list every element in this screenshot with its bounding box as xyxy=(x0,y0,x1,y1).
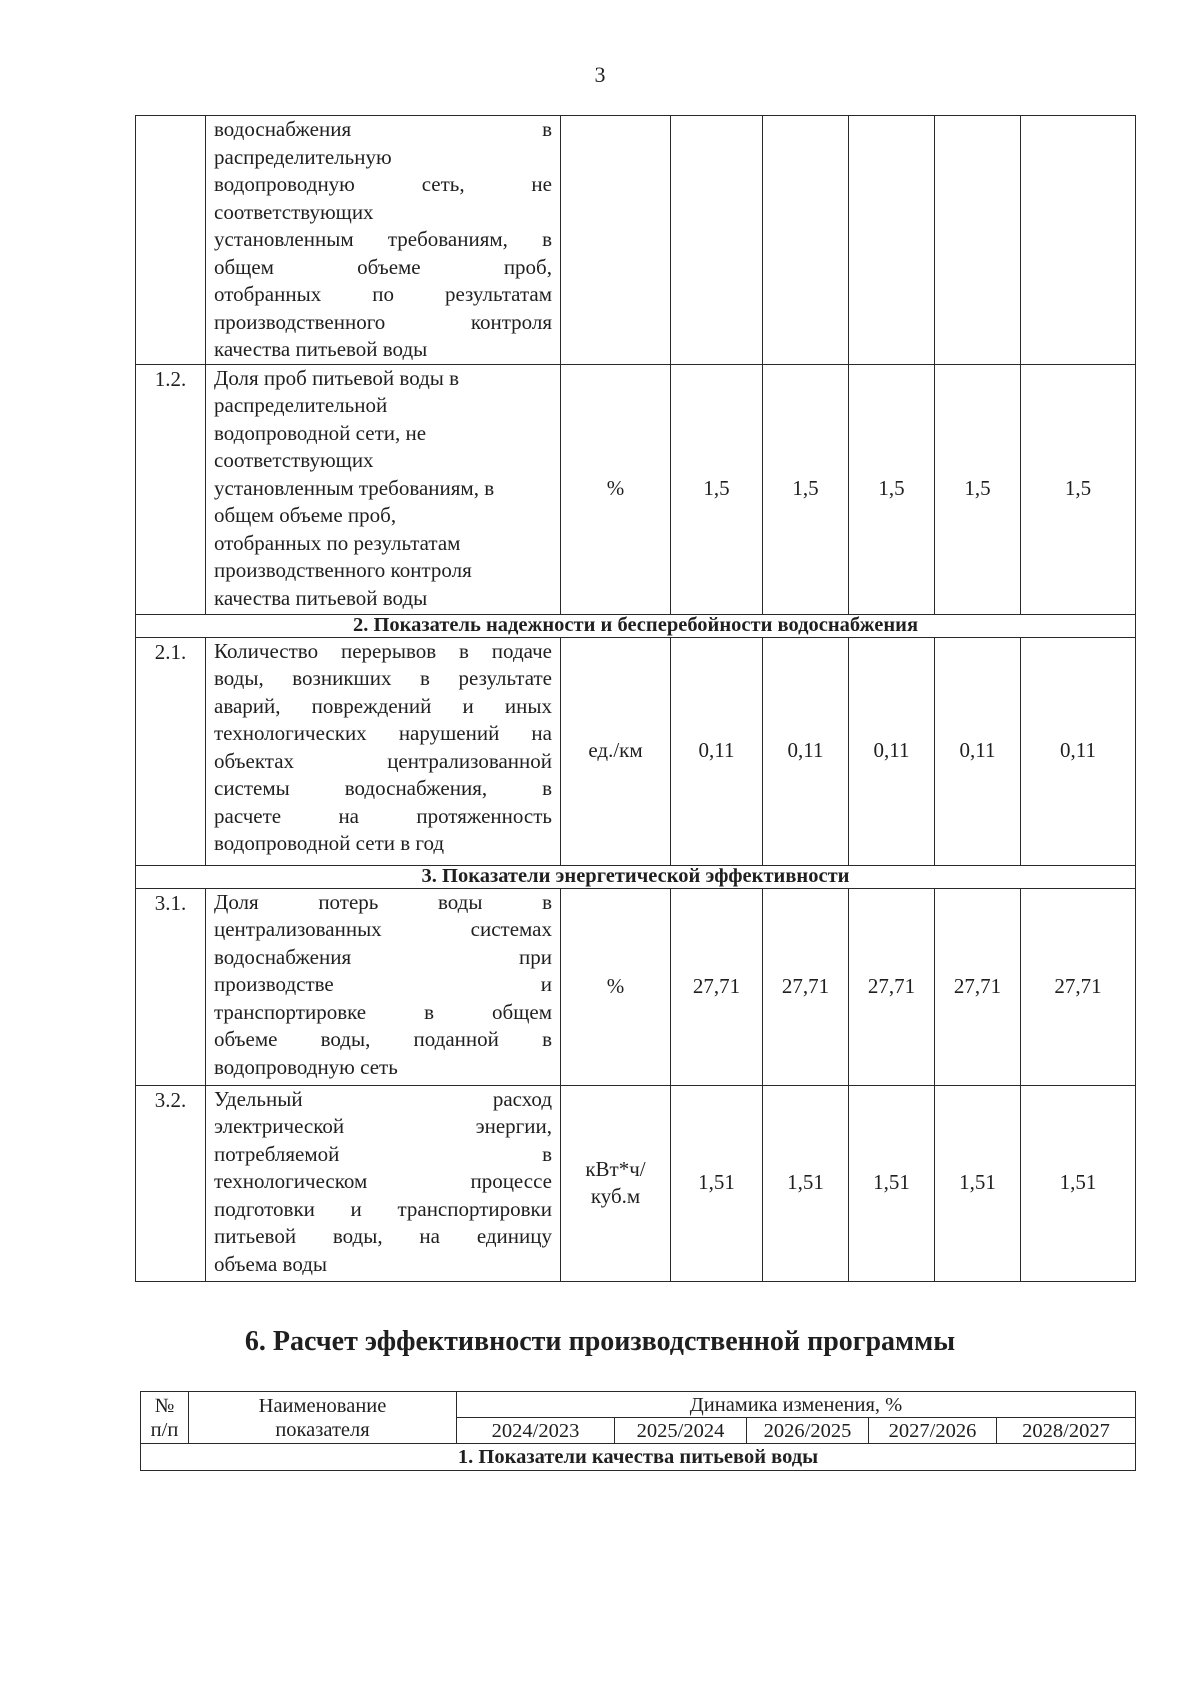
value-cell: 27,71 xyxy=(671,888,763,1085)
name-line: Удельный расход xyxy=(214,1086,552,1111)
name-line: водопроводной сети в год xyxy=(214,831,445,855)
name-line: распределительной xyxy=(214,393,388,417)
name-line: отобранных по результатам xyxy=(214,282,552,306)
year-header: 2024/2023 xyxy=(457,1418,615,1444)
name-line: производственного контроля xyxy=(214,309,552,334)
indicator-name xyxy=(206,888,561,1085)
value-cell xyxy=(671,116,763,365)
row-number: 3.2. xyxy=(136,1085,206,1281)
indicator-name xyxy=(206,637,561,865)
table-row xyxy=(136,888,1136,1085)
number-header xyxy=(141,1392,189,1444)
name-line: объема воды xyxy=(214,1251,328,1276)
name-line: соответствующих xyxy=(214,199,374,224)
section-heading: 6. Расчет эффективности производственной программы xyxy=(244,1326,956,1357)
name-line: Доля проб питьевой воды в xyxy=(214,365,460,390)
name-line: производственного контроля xyxy=(214,558,472,582)
name-line: качества питьевой воды xyxy=(214,337,428,361)
name-line: подготовки и транспортировки xyxy=(214,1196,552,1221)
header-line: Наименование xyxy=(258,1394,387,1417)
value-cell: 27,71 xyxy=(1021,888,1136,1085)
name-header xyxy=(189,1392,457,1444)
name-line: потребляемой в xyxy=(214,1141,552,1166)
indicator-name xyxy=(206,364,561,614)
name-line: производстве и xyxy=(214,972,552,996)
unit-cell xyxy=(561,1085,671,1281)
table-row xyxy=(136,637,1136,865)
table-row xyxy=(136,364,1136,614)
name-line: расчете на протяженность xyxy=(214,803,552,828)
value-cell: 0,11 xyxy=(935,637,1021,865)
value-cell: 27,71 xyxy=(763,888,849,1085)
name-line: общем объеме проб, xyxy=(214,503,397,527)
header-row xyxy=(141,1392,1136,1418)
section-row xyxy=(136,865,1136,888)
table-row xyxy=(136,1085,1136,1281)
name-line: соответствующих xyxy=(214,448,374,472)
value-cell: 0,11 xyxy=(849,637,935,865)
value-cell xyxy=(1021,116,1136,365)
name-line: установленным требованиям, в xyxy=(214,227,552,251)
value-cell: 1,5 xyxy=(935,364,1021,614)
name-line: водопроводной сети, не xyxy=(214,420,427,445)
name-line: водоснабжения при xyxy=(214,944,552,969)
name-line: Количество перерывов в подаче xyxy=(214,638,552,663)
name-line: водоснабжения в xyxy=(214,117,552,141)
name-line: объектах централизованной xyxy=(214,748,552,773)
year-header: 2026/2025 xyxy=(747,1418,869,1444)
section-title: 1. Показатели качества питьевой воды xyxy=(141,1444,1136,1471)
indicator-name xyxy=(206,1085,561,1281)
name-line: Доля потерь воды в xyxy=(214,889,552,914)
name-line: отобранных по результатам xyxy=(214,530,461,555)
unit-cell: % xyxy=(561,888,671,1085)
name-line: водопроводную сеть xyxy=(214,1054,398,1079)
unit-cell: ед./км xyxy=(561,637,671,865)
name-line: централизованных системах xyxy=(214,917,552,941)
name-line: технологических нарушений на xyxy=(214,721,552,745)
value-cell: 27,71 xyxy=(849,888,935,1085)
name-line: воды, возникших в результате xyxy=(214,666,552,690)
efficiency-table xyxy=(140,1391,1136,1471)
name-line: объеме воды, поданной в xyxy=(214,1027,552,1051)
value-cell: 1,5 xyxy=(1021,364,1136,614)
value-cell: 0,11 xyxy=(671,637,763,865)
value-cell xyxy=(849,116,935,365)
name-line: установленным требованиям, в xyxy=(214,475,495,500)
unit-cell xyxy=(561,116,671,365)
section-title: 3. Показатели энергетической эффективности xyxy=(136,865,1136,888)
unit-line: куб.м xyxy=(590,1184,641,1208)
indicator-name xyxy=(206,116,561,365)
name-line: питьевой воды, на единицу xyxy=(214,1224,552,1248)
indicators-table xyxy=(135,115,1136,1282)
name-line: транспортировке в общем xyxy=(214,999,552,1024)
name-line: электрической энергии, xyxy=(214,1114,552,1138)
unit-line: кВт*ч/ xyxy=(585,1156,646,1181)
name-line: качества питьевой воды xyxy=(214,585,428,610)
value-cell: 1,51 xyxy=(763,1085,849,1281)
name-line: системы водоснабжения, в xyxy=(214,776,552,800)
value-cell: 0,11 xyxy=(763,637,849,865)
value-cell: 1,51 xyxy=(849,1085,935,1281)
row-number: 3.1. xyxy=(136,888,206,1085)
value-cell: 27,71 xyxy=(935,888,1021,1085)
header-line: п/п xyxy=(150,1418,179,1441)
value-cell: 1,5 xyxy=(849,364,935,614)
value-cell: 1,51 xyxy=(1021,1085,1136,1281)
table-row xyxy=(136,116,1136,365)
value-cell: 0,11 xyxy=(1021,637,1136,865)
name-line: общем объеме проб, xyxy=(214,254,552,279)
value-cell: 1,5 xyxy=(671,364,763,614)
section-title: 2. Показатель надежности и бесперебойности водоснабжения xyxy=(136,614,1136,637)
unit-cell: % xyxy=(561,364,671,614)
name-line: технологическом процессе xyxy=(214,1169,552,1193)
value-cell: 1,51 xyxy=(935,1085,1021,1281)
row-number: 2.1. xyxy=(136,637,206,865)
year-header: 2027/2026 xyxy=(869,1418,997,1444)
header-line: № xyxy=(154,1394,175,1417)
page-number: 3 xyxy=(594,62,606,87)
row-number xyxy=(136,116,206,365)
year-header: 2025/2024 xyxy=(615,1418,747,1444)
year-header: 2028/2027 xyxy=(997,1418,1136,1444)
row-number: 1.2. xyxy=(136,364,206,614)
value-cell: 1,51 xyxy=(671,1085,763,1281)
section-row xyxy=(141,1444,1136,1471)
value-cell xyxy=(935,116,1021,365)
value-cell xyxy=(763,116,849,365)
header-line: показателя xyxy=(275,1418,370,1441)
name-line: распределительную xyxy=(214,144,392,169)
name-line: водопроводную сеть, не xyxy=(214,172,552,196)
name-line: аварий, повреждений и иных xyxy=(214,693,552,718)
dynamics-header: Динамика изменения, % xyxy=(457,1392,1136,1418)
value-cell: 1,5 xyxy=(763,364,849,614)
section-row xyxy=(136,614,1136,637)
